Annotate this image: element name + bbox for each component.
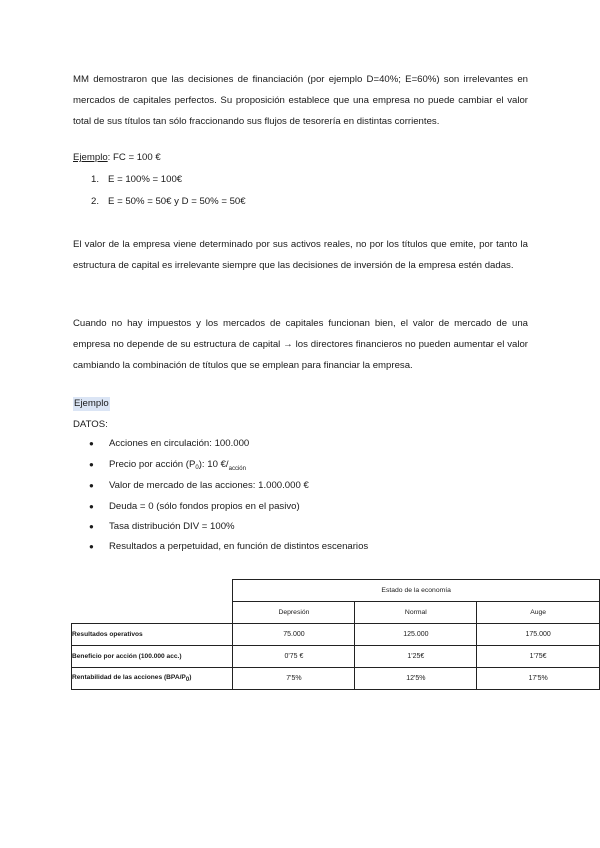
table-cell: 125.000 <box>355 624 477 646</box>
bullet-item <box>89 458 246 476</box>
bullet-item <box>89 479 309 493</box>
bullet-icon: ● <box>89 502 94 511</box>
bullet-icon: ● <box>89 439 94 448</box>
column-header: Depresión <box>233 602 355 624</box>
table-header-row <box>72 602 600 624</box>
table-cell: 7'5% <box>233 668 355 690</box>
list-item-text: E = 100% = 100€ <box>108 174 183 185</box>
table-cell: 175.000 <box>477 624 600 646</box>
paragraph-firm-value: El valor de la empresa viene determinado por sus activos reales, no por los títulos que emite, por tanto la estructura de capital es irrelevante siempre que las decisiones de inversión de la empresa estén dadas. <box>73 239 528 271</box>
example-1-heading <box>73 151 161 165</box>
list-item-text: E = 50% = 50€ y D = 50% = 50€ <box>108 196 246 207</box>
row-label-text: Rentabilidad de las acciones (BPA/P <box>72 674 186 681</box>
row-label-text: ) <box>189 674 192 681</box>
bullet-icon: ● <box>89 522 94 531</box>
economy-states-table <box>71 579 600 690</box>
bullet-text: Valor de mercado de las acciones: 1.000.000 € <box>109 480 309 491</box>
bullet-text: Acciones en circulación: 100.000 <box>109 438 250 449</box>
bullet-icon: ● <box>89 481 94 490</box>
per-share-denominator: acción <box>228 466 246 472</box>
bullet-text: Resultados a perpetuidad, en función de distintos escenarios <box>109 541 369 552</box>
row-label: Beneficio por acción (100.000 acc.) <box>72 646 233 668</box>
paragraph-no-taxes: Cuando no hay impuestos y los mercados de capitales funcionan bien, el valor de mercado de una empresa no depende de su estructura de capital → los directores financieros no pueden aumentar el valor cambiando la combinación de títulos que se emplean para financiar la empresa. <box>73 318 528 371</box>
bullet-text: Precio por acción (P <box>109 459 196 470</box>
table-corner <box>72 602 233 624</box>
example-1-label: Ejemplo <box>73 152 108 163</box>
table-row <box>72 668 600 690</box>
example-1-text: : FC = 100 € <box>107 152 161 163</box>
table-cell: 1'75€ <box>477 646 600 668</box>
table-header-row <box>72 580 600 602</box>
table-row <box>72 646 600 668</box>
table-row <box>72 624 600 646</box>
bullet-item <box>89 500 300 514</box>
list-item-number: 1. <box>91 174 100 185</box>
table-cell: 1'25€ <box>355 646 477 668</box>
bullet-text: Tasa distribución DIV = 100% <box>109 521 235 532</box>
table-cell: 12'5% <box>355 668 477 690</box>
bullet-text: Deuda = 0 (sólo fondos propios en el pasivo) <box>109 501 300 512</box>
subscript: 0 <box>185 677 190 683</box>
bullet-item <box>89 540 368 554</box>
list-item <box>91 173 182 187</box>
column-header: Normal <box>355 602 477 624</box>
table-cell: 17'5% <box>477 668 600 690</box>
list-item-number: 2. <box>91 196 100 207</box>
list-item <box>91 195 246 209</box>
paragraph-mm-proposition: MM demostraron que las decisiones de financiación (por ejemplo D=40%; E=60%) son irrelevantes en mercados de capitales perfectos. Su proposición establece que una empresa no puede cambiar el valor total de sus títulos tan sólo fraccionando sus flujos de tesorería en distintas corrientes. <box>73 74 528 127</box>
subscript: 0 <box>195 465 199 471</box>
row-label <box>72 668 233 690</box>
bullet-icon: ● <box>89 460 94 469</box>
table-corner <box>72 580 233 602</box>
bullet-text: ): 10 €/ <box>198 459 229 470</box>
table-cell: 0'75 € <box>233 646 355 668</box>
table-group-header: Estado de la economía <box>233 580 600 602</box>
datos-label: DATOS: <box>73 419 108 430</box>
example-2-heading: Ejemplo <box>74 398 109 409</box>
bullet-item <box>89 437 249 451</box>
row-label: Resultados operativos <box>72 624 233 646</box>
bullet-item <box>89 520 235 534</box>
bullet-icon: ● <box>89 542 94 551</box>
table-cell: 75.000 <box>233 624 355 646</box>
column-header: Auge <box>477 602 600 624</box>
